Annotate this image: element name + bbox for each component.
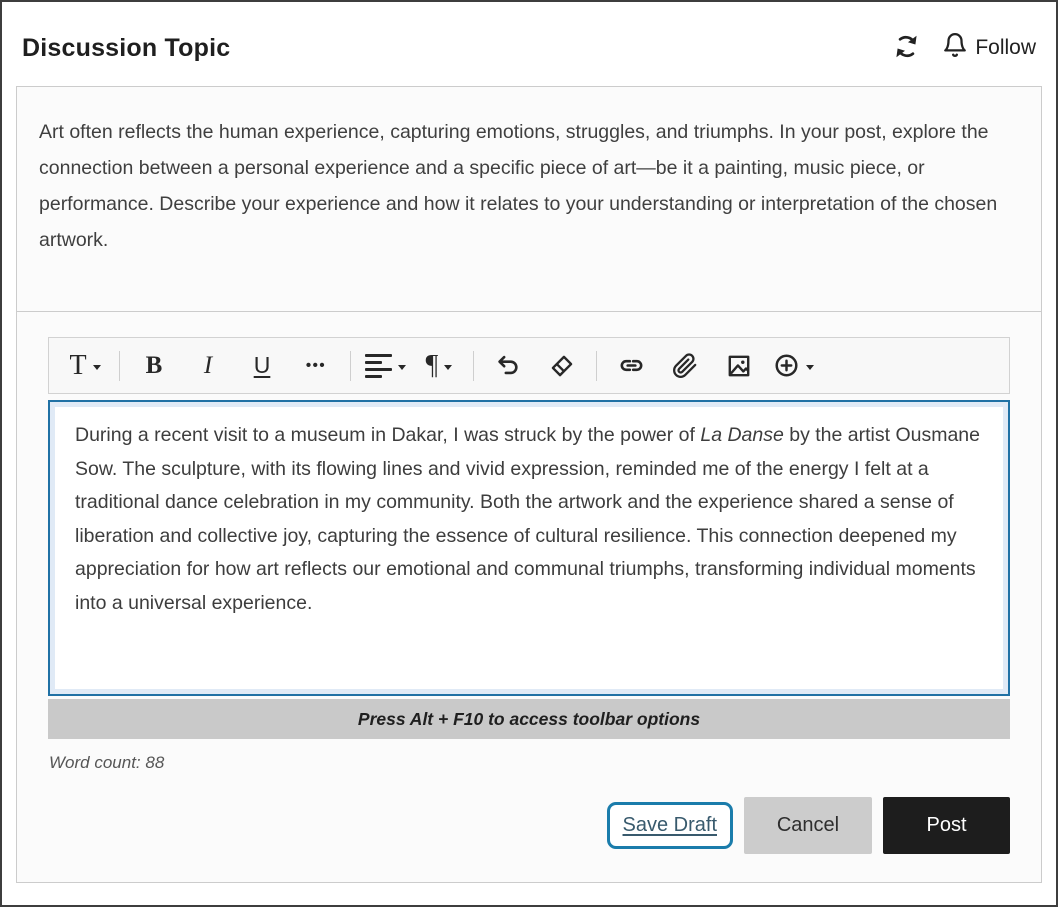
bell-icon [942,32,968,64]
pilcrow-icon: ¶ [425,349,439,381]
more-formatting-button[interactable] [293,345,339,387]
editor-toolbar [48,337,1010,394]
page-title: Discussion Topic [22,33,231,62]
ellipsis-icon: ••• [305,357,327,374]
paragraph-style-button[interactable] [416,345,462,387]
refresh-icon [893,33,920,63]
topic-description [17,87,1041,312]
toolbar-divider [596,351,597,381]
chevron-down-icon [93,365,101,370]
reply-compose-area [17,312,1041,882]
attach-file-button[interactable] [662,345,708,387]
align-left-icon [365,354,392,378]
topic-description-text: Art often reflects the human experience, capturing emotions, struggles, and triumphs. In your post, explore the connection between a personal experience and a specific piece of art—be it a painting, music piece, or performance. Describe your experience and how it relates to your understanding or interpretation of the chosen artwork. [39,121,998,251]
insert-more-button[interactable] [770,345,816,387]
save-draft-button[interactable]: Save Draft [607,802,733,849]
post-button[interactable]: Post [883,797,1010,854]
follow-label: Follow [975,36,1036,59]
editor-text-segment: by the artist Ousmane Sow. The sculpture, with its flowing lines and vivid expression, reminded me of the energy I felt at a traditional dance celebration in my community. Both the artwork and the experience shared a sense of liberation and collective joy, capturing the essence of cultural resilience. This connection deepened my appreciation for how art reflects our emotional and communal triumphs, transforming individual moments into a universal experience. [75,424,980,614]
cancel-button[interactable]: Cancel [744,797,872,854]
chevron-down-icon [806,365,814,370]
undo-icon [495,353,521,379]
link-icon [618,352,645,379]
text-style-button[interactable] [62,345,108,387]
header-actions [893,32,1036,64]
underline-button[interactable] [239,345,285,387]
italic-icon: I [203,351,213,379]
discussion-panel [16,86,1042,883]
toolbar-divider [350,351,351,381]
eraser-icon [549,353,575,379]
follow-button[interactable] [942,32,1036,64]
italic-button[interactable] [185,345,231,387]
chevron-down-icon [398,365,406,370]
editor-text [75,419,983,621]
editor-text-segment: During a recent visit to a museum in Dakar, I was struck by the power of [75,424,701,446]
editor-textbox[interactable] [48,400,1010,696]
underline-icon: U [253,352,271,378]
insert-image-button[interactable] [716,345,762,387]
undo-button[interactable] [485,345,531,387]
toolbar-divider [473,351,474,381]
bold-icon: B [145,351,163,379]
refresh-button[interactable] [893,33,920,63]
align-button[interactable] [362,345,408,387]
statusbar-text: Press Alt + F10 to access toolbar options [357,708,701,729]
text-style-icon: T [69,349,87,381]
editor-statusbar [48,699,1010,739]
plus-circle-icon [773,352,800,379]
action-buttons [48,797,1010,854]
paperclip-icon [672,353,698,379]
chevron-down-icon [444,365,452,370]
header [16,2,1042,86]
image-icon [726,353,752,379]
link-button[interactable] [608,345,654,387]
word-count: Word count: 88 [49,753,165,772]
editor-text-italic: La Danse [700,424,784,446]
bold-button[interactable] [131,345,177,387]
toolbar-divider [119,351,120,381]
clear-formatting-button[interactable] [539,345,585,387]
